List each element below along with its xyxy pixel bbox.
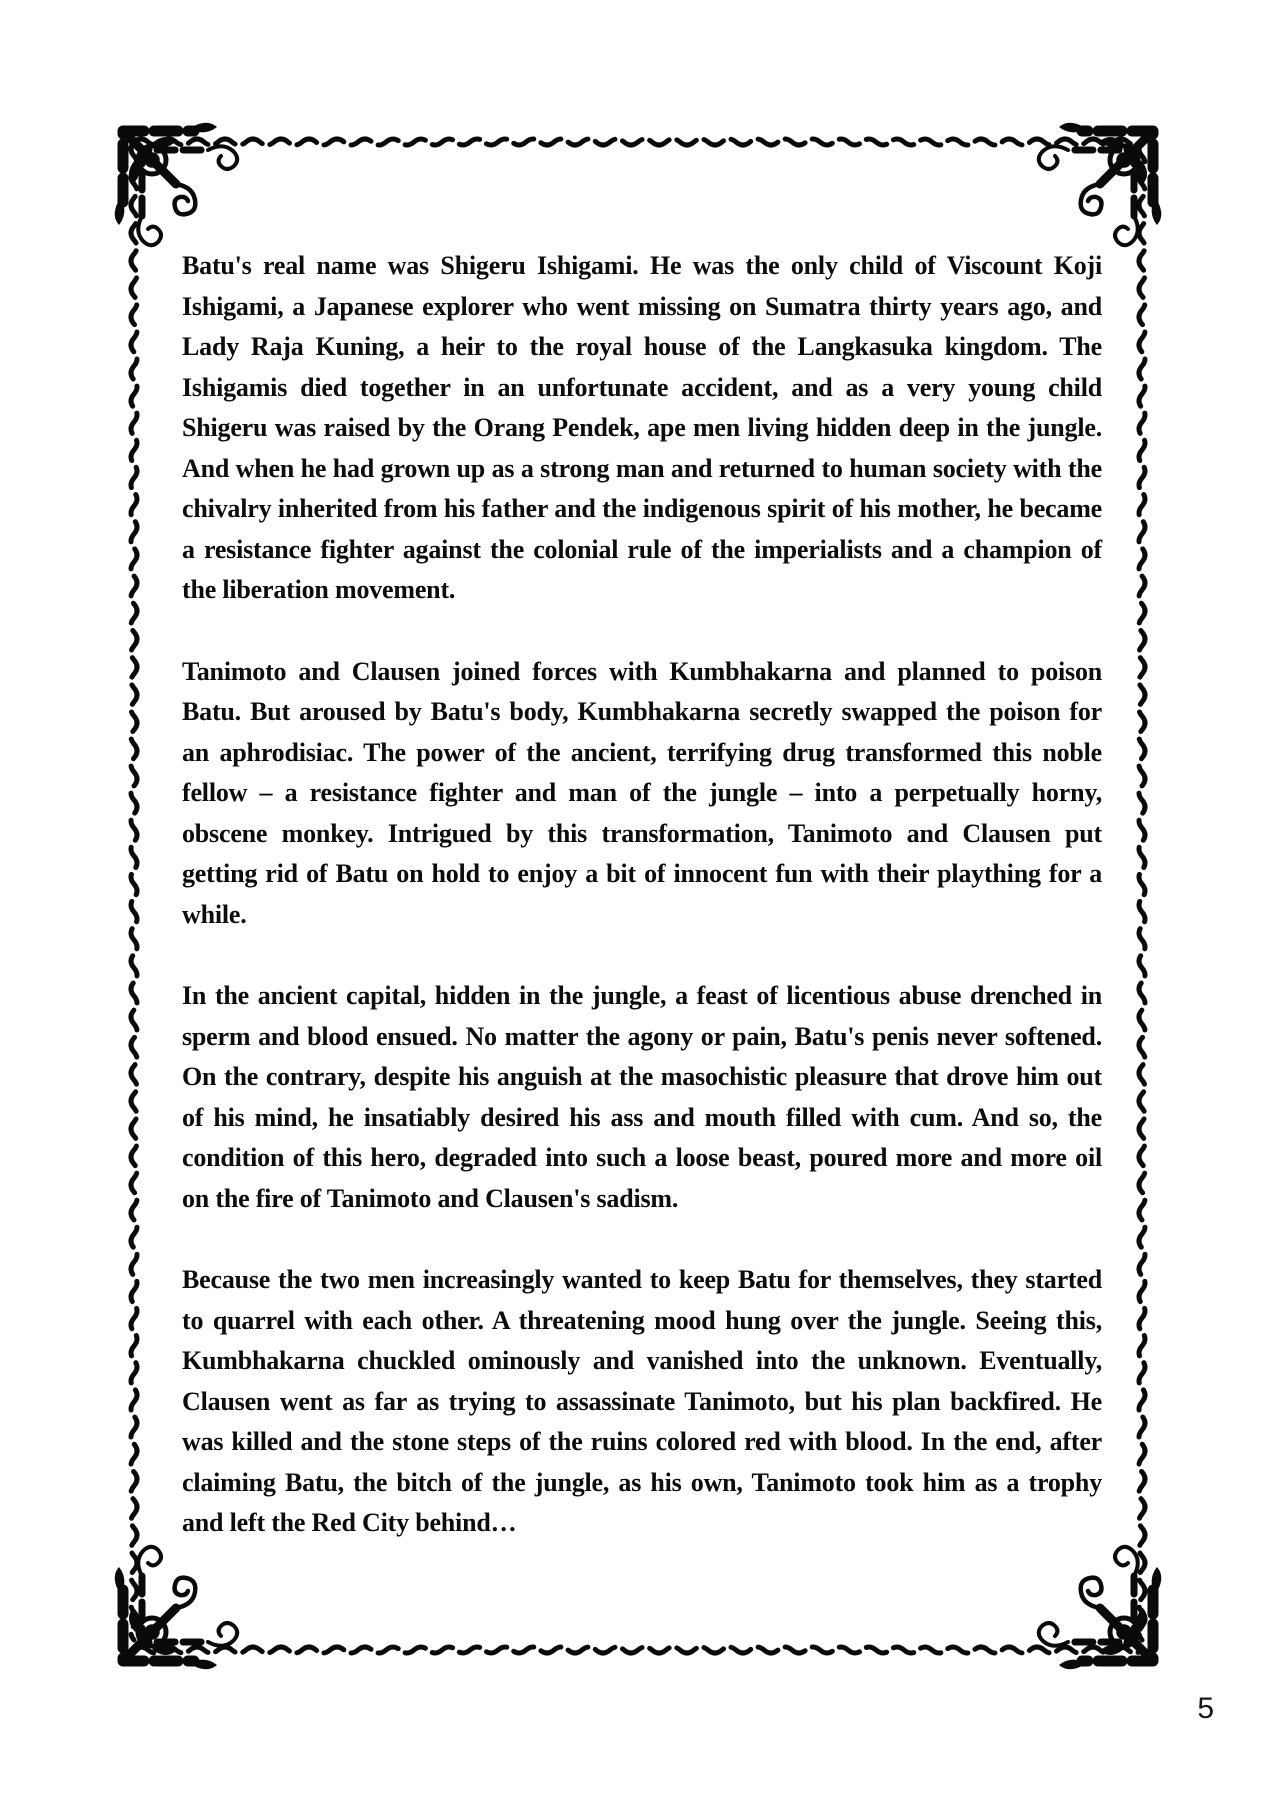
border-edge-right xyxy=(1139,142,1145,1640)
border-edge-top xyxy=(134,139,1142,145)
page-number: 5 xyxy=(1197,1692,1214,1725)
border-edge-bottom xyxy=(134,1647,1142,1653)
border-edge-left xyxy=(131,142,137,1640)
story-paragraph-3: In the ancient capital, hidden in the jungle, a feast of licentious abuse drenched in sperm and blood ensued. No matter the agony or pain, Batu's penis never softened. On the contrary, despite his anguish at the masochistic pleasure that drove him out of his mind, he insatiably desired his ass and mouth filled with cum. And so, the condition of this hero, degraded into such a loose beast, poured more and more oil on the fire of Tanimoto and Clausen's sadism. xyxy=(182,981,1102,1213)
story-paragraph-1: Batu's real name was Shigeru Ishigami. He was the only child of Viscount Koji Ishigami, a Japanese explorer who went missing on Sumatra thirty years ago, and Lady Raja Kuning, a heir to the royal house of the Langkasuka kingdom. The Ishigamis died together in an unfortunate accident, and as a very young child Shigeru was raised by the Orang Pendek, ape men living hidden deep in the jungle. And when he had grown up as a strong man and returned to human society with the chivalry inherited from his father and the indigenous spirit of his mother, he became a resistance fighter against the colonial rule of the imperialists and a champion of the liberation movement. xyxy=(182,251,1102,604)
story-paragraph-4: Because the two men increasingly wanted to keep Batu for themselves, they started to quarrel with each other. A threatening mood hung over the jungle. Seeing this, Kumbhakarna chuckled ominously and vanished into the unknown. Eventually, Clausen went as far as trying to assassinate Tanimoto, but his plan backfired. He was killed and the stone steps of the ruins colored red with blood. In the end, after claiming Batu, the bitch of the jungle, as his own, Tanimoto took him as a trophy and left the Red City behind… xyxy=(182,1265,1102,1537)
decorative-frame xyxy=(128,136,1148,1656)
story-text xyxy=(182,246,1102,1585)
story-paragraph-2: Tanimoto and Clausen joined forces with Kumbhakarna and planned to poison Batu. But aroused by Batu's body, Kumbhakarna secretly swapped the poison for an aphrodisiac. The power of the ancient, terrifying drug transformed this noble fellow – a resistance fighter and man of the jungle – into a perpetually horny, obscene monkey. Intrigued by this transformation, Tanimoto and Clausen put getting rid of Batu on hold to enjoy a bit of innocent fun with their plaything for a while. xyxy=(182,656,1102,929)
